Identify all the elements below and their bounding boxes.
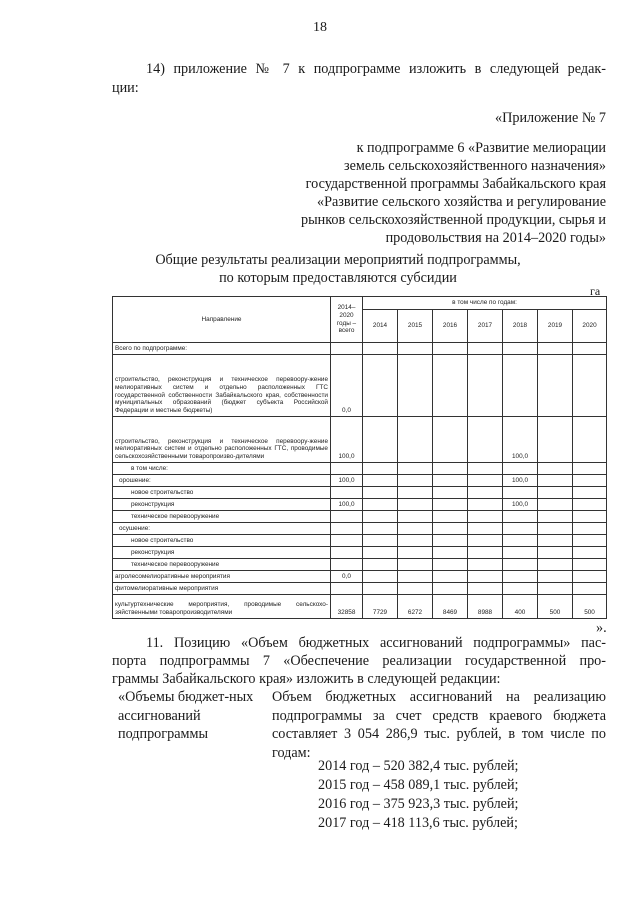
row-direction: реконструкция — [113, 499, 331, 511]
row-direction: осушение: — [113, 523, 331, 535]
row-year-value — [398, 583, 433, 595]
header-year: 2018 — [503, 310, 538, 343]
row-year-value — [573, 523, 607, 535]
row-year-value — [538, 499, 573, 511]
row-year-value — [398, 355, 433, 417]
header-year: 2016 — [433, 310, 468, 343]
budget-text: Объем бюджетных ассигнований на реализацию подпрограммы за счет средств краевого бюджета составляет 3 054 286,9 тыс. рублей, в том числе по годам: — [272, 689, 606, 761]
table-row — [113, 583, 607, 595]
row-total — [331, 559, 363, 571]
row-year-value — [468, 583, 503, 595]
row-direction: строительство, реконструкция и техническое перевоору-жение мелиоративных систем и отдельно расположенных ГТС государственной собственности Забайкальского края, собственности муниципальных образований (бюджет субъекта Российской Федерации и местные бюджеты) — [113, 355, 331, 417]
row-year-value — [538, 571, 573, 583]
row-direction: агролесомелиоративные мероприятия — [113, 571, 331, 583]
row-total — [331, 343, 363, 355]
row-year-value — [468, 547, 503, 559]
row-year-value — [433, 355, 468, 417]
row-direction: новое строительство — [113, 487, 331, 499]
budget-year-line: 2014 год – 520 382,4 тыс. рублей; — [318, 758, 519, 774]
row-year-value: 100,0 — [503, 475, 538, 487]
row-year-value — [398, 475, 433, 487]
row-total — [331, 511, 363, 523]
row-year-value — [433, 523, 468, 535]
appendix-line: государственной программы Забайкальского края — [305, 176, 606, 192]
row-direction: техническое перевооружение — [113, 559, 331, 571]
row-year-value — [503, 523, 538, 535]
row-year-value — [538, 487, 573, 499]
row-year-value: 8988 — [468, 595, 503, 619]
row-year-value — [398, 547, 433, 559]
row-year-value — [573, 355, 607, 417]
row-year-value — [573, 417, 607, 463]
row-year-value — [573, 511, 607, 523]
row-year-value — [363, 571, 398, 583]
row-total — [331, 583, 363, 595]
row-year-value — [538, 355, 573, 417]
appendix-line: земель сельскохозяйственного назначения» — [343, 158, 606, 174]
row-year-value — [468, 463, 503, 475]
table-row — [113, 511, 607, 523]
row-year-value: 400 — [503, 595, 538, 619]
row-year-value — [468, 559, 503, 571]
item11-line2: порта подпрограммы 7 «Обеспечение реализации государственной про- — [112, 653, 606, 669]
row-year-value — [538, 417, 573, 463]
row-year-value — [398, 571, 433, 583]
row-year-value — [363, 511, 398, 523]
item11-line3: граммы Забайкальского края» изложить в следующей редакции: — [112, 671, 501, 687]
table-row — [113, 571, 607, 583]
row-year-value — [468, 571, 503, 583]
table-row — [113, 523, 607, 535]
row-total: 32858 — [331, 595, 363, 619]
row-year-value — [573, 583, 607, 595]
table-row — [113, 535, 607, 547]
row-year-value — [363, 583, 398, 595]
row-year-value — [573, 487, 607, 499]
row-year-value — [538, 475, 573, 487]
row-year-value — [363, 499, 398, 511]
row-total — [331, 487, 363, 499]
row-year-value — [538, 463, 573, 475]
row-direction: строительство, реконструкция и техническое перевоору-жение мелиоративных систем и отдельно расположенных ГТС, проводимые сельскохозяйственными товаропроизво-дителями — [113, 417, 331, 463]
table-row — [113, 487, 607, 499]
appendix-line: продовольствия на 2014–2020 годы» — [385, 230, 606, 246]
row-year-value — [363, 547, 398, 559]
row-year-value — [398, 417, 433, 463]
row-year-value — [503, 535, 538, 547]
row-year-value — [398, 487, 433, 499]
item14-line2: ции: — [112, 80, 139, 96]
row-year-value — [503, 583, 538, 595]
table-row — [113, 355, 607, 417]
row-year-value — [573, 343, 607, 355]
header-years-group: в том числе по годам: — [363, 297, 607, 310]
row-year-value — [503, 487, 538, 499]
row-year-value — [573, 547, 607, 559]
row-year-value — [433, 343, 468, 355]
header-direction: Направление — [113, 297, 331, 343]
header-year: 2017 — [468, 310, 503, 343]
row-year-value — [398, 463, 433, 475]
row-year-value: 8469 — [433, 595, 468, 619]
row-year-value — [433, 463, 468, 475]
budget-year-line: 2015 год – 458 089,1 тыс. рублей; — [318, 777, 519, 793]
row-total — [331, 523, 363, 535]
row-year-value — [468, 499, 503, 511]
row-year-value: 7729 — [363, 595, 398, 619]
row-year-value — [363, 523, 398, 535]
table-row — [113, 499, 607, 511]
row-year-value — [573, 499, 607, 511]
row-year-value — [573, 571, 607, 583]
row-year-value — [503, 355, 538, 417]
row-year-value — [503, 343, 538, 355]
row-year-value: 500 — [538, 595, 573, 619]
row-year-value — [398, 523, 433, 535]
row-year-value — [468, 511, 503, 523]
row-year-value — [433, 511, 468, 523]
row-year-value: 500 — [573, 595, 607, 619]
row-direction: реконструкция — [113, 547, 331, 559]
appendix-line: рынков сельскохозяйственной продукции, сырья и — [301, 212, 606, 228]
row-year-value — [398, 343, 433, 355]
row-year-value — [433, 475, 468, 487]
appendix-line: «Развитие сельского хозяйства и регулирование — [317, 194, 606, 210]
row-total: 100,0 — [331, 499, 363, 511]
row-year-value — [538, 511, 573, 523]
row-year-value — [363, 475, 398, 487]
table-row — [113, 595, 607, 619]
page-number: 18 — [313, 20, 327, 35]
row-direction: новое строительство — [113, 535, 331, 547]
appendix-line: к подпрограмме 6 «Развитие мелиорации — [356, 140, 606, 156]
row-year-value — [573, 463, 607, 475]
item14-line1: 14) приложение № 7 к подпрограмме изложить в следующей редак- — [146, 61, 606, 77]
row-year-value — [468, 487, 503, 499]
row-year-value — [433, 583, 468, 595]
unit-label: га — [590, 284, 601, 298]
table-heading-line2: по которым предоставляются субсидии — [219, 270, 457, 286]
table-heading-line1: Общие результаты реализации мероприятий подпрограммы, — [155, 252, 521, 268]
row-year-value — [503, 571, 538, 583]
row-year-value — [538, 547, 573, 559]
row-year-value — [503, 511, 538, 523]
row-direction: в том числе: — [113, 463, 331, 475]
row-year-value — [468, 535, 503, 547]
budget-label: «Объемы бюджет-ных ассигнований подпрограммы — [118, 689, 254, 742]
budget-year-line: 2016 год – 375 923,3 тыс. рублей; — [318, 796, 519, 812]
row-year-value — [398, 535, 433, 547]
header-year: 2020 — [573, 310, 607, 343]
row-direction: культуртехнические мероприятия, проводимые сельскохо-зяйственными товаропроизводителями — [113, 595, 331, 619]
row-year-value — [503, 559, 538, 571]
row-year-value — [503, 463, 538, 475]
row-year-value — [468, 355, 503, 417]
table-row — [113, 463, 607, 475]
row-year-value — [363, 559, 398, 571]
table-row — [113, 417, 607, 463]
row-year-value — [433, 535, 468, 547]
budget-year-line: 2017 год – 418 113,6 тыс. рублей; — [318, 815, 518, 831]
row-year-value: 100,0 — [503, 499, 538, 511]
row-year-value — [363, 535, 398, 547]
row-year-value — [398, 559, 433, 571]
row-year-value — [433, 571, 468, 583]
header-year: 2015 — [398, 310, 433, 343]
header-year: 2014 — [363, 310, 398, 343]
row-total: 100,0 — [331, 475, 363, 487]
row-total: 0,0 — [331, 355, 363, 417]
item11-line1: 11. Позицию «Объем бюджетных ассигнований подпрограммы» пас- — [146, 635, 606, 651]
table-row — [113, 343, 607, 355]
row-year-value: 6272 — [398, 595, 433, 619]
row-year-value — [468, 475, 503, 487]
header-total: 2014–2020 годы – всего — [331, 297, 363, 343]
row-year-value — [468, 343, 503, 355]
closing-quote: ». — [596, 620, 607, 636]
table-row — [113, 475, 607, 487]
row-year-value — [363, 355, 398, 417]
row-year-value — [433, 559, 468, 571]
row-year-value — [573, 475, 607, 487]
row-year-value — [363, 487, 398, 499]
row-direction: орошение: — [113, 475, 331, 487]
row-total: 100,0 — [331, 417, 363, 463]
appendix-title: «Приложение № 7 — [495, 110, 606, 126]
row-year-value — [538, 343, 573, 355]
row-year-value — [468, 417, 503, 463]
row-year-value — [433, 499, 468, 511]
row-year-value — [538, 559, 573, 571]
row-year-value — [573, 535, 607, 547]
row-year-value — [363, 463, 398, 475]
row-year-value — [538, 523, 573, 535]
row-direction: Всего по подпрограмме: — [113, 343, 331, 355]
table-row — [113, 547, 607, 559]
table-row — [113, 559, 607, 571]
row-year-value — [433, 487, 468, 499]
row-year-value — [538, 535, 573, 547]
header-year: 2019 — [538, 310, 573, 343]
row-year-value: 100,0 — [503, 417, 538, 463]
row-year-value — [398, 499, 433, 511]
row-year-value — [433, 417, 468, 463]
row-direction: техническое перевооружение — [113, 511, 331, 523]
row-year-value — [573, 559, 607, 571]
row-year-value — [433, 547, 468, 559]
row-year-value — [503, 547, 538, 559]
row-year-value — [538, 583, 573, 595]
row-year-value — [363, 343, 398, 355]
row-year-value — [398, 511, 433, 523]
row-total — [331, 535, 363, 547]
row-year-value — [363, 417, 398, 463]
row-total: 0,0 — [331, 571, 363, 583]
row-total — [331, 547, 363, 559]
row-total — [331, 463, 363, 475]
row-direction: фитомелиоративные мероприятия — [113, 583, 331, 595]
row-year-value — [468, 523, 503, 535]
results-table — [112, 296, 607, 619]
